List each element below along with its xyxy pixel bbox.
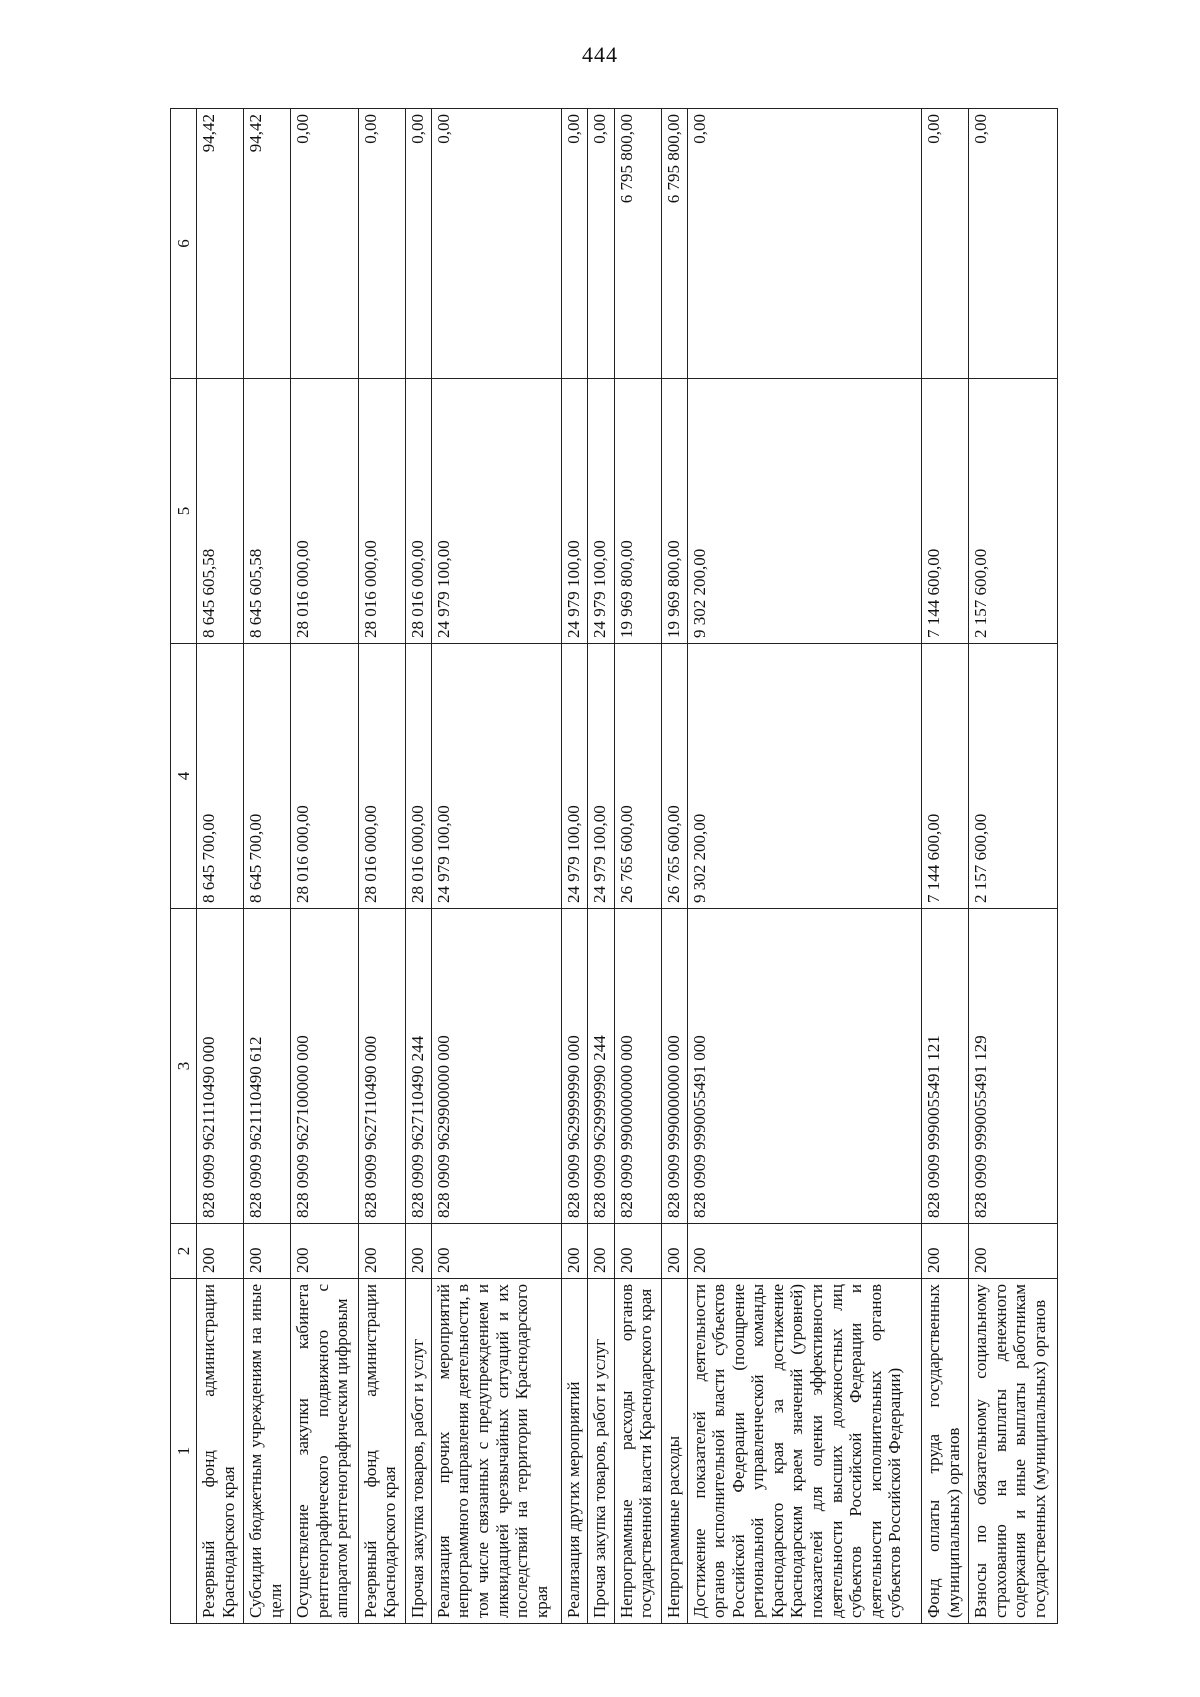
cell-name: Взносы по обязательному социальному страхованию на выплаты денежного содержания и иные выплаты работникам государственных (муниципальных) органов: [969, 1279, 1058, 1624]
cell-c5: 24 979 100,00: [562, 379, 588, 644]
cell-c6: 0,00: [922, 109, 969, 379]
header-col-2: 2: [171, 1224, 197, 1279]
cell-c6: 94,42: [243, 109, 290, 379]
cell-c5: 24 979 100,00: [431, 379, 561, 644]
table-row: [922, 109, 969, 1624]
cell-c4: 26 765 600,00: [661, 644, 687, 909]
cell-c4: 26 765 600,00: [614, 644, 661, 909]
cell-c4: 24 979 100,00: [588, 644, 614, 909]
table-row: [358, 109, 405, 1624]
cell-name: Непрограммные расходы: [661, 1279, 687, 1624]
cell-c2: 200: [358, 1224, 405, 1279]
cell-name: Прочая закупка товаров, работ и услуг: [405, 1279, 431, 1624]
header-col-5: 5: [171, 379, 197, 644]
cell-c4: 28 016 000,00: [290, 644, 358, 909]
cell-c5: 8 645 605,58: [243, 379, 290, 644]
cell-c5: 28 016 000,00: [358, 379, 405, 644]
cell-c2: 200: [588, 1224, 614, 1279]
table-row: [405, 109, 431, 1624]
table-row: [661, 109, 687, 1624]
table-row: [431, 109, 561, 1624]
cell-c2: 200: [290, 1224, 358, 1279]
cell-c5: 2 157 600,00: [969, 379, 1058, 644]
cell-name: Резервный фонд администрации Краснодарского края: [358, 1279, 405, 1624]
cell-c2: 200: [243, 1224, 290, 1279]
table-row: [243, 109, 290, 1624]
cell-c6: 0,00: [687, 109, 922, 379]
cell-c3: 828 0909 9900000000 000: [614, 909, 661, 1224]
cell-c6: 0,00: [290, 109, 358, 379]
header-col-3: 3: [171, 909, 197, 1224]
cell-c5: 9 302 200,00: [687, 379, 922, 644]
cell-c4: 8 645 700,00: [243, 644, 290, 909]
cell-c3: 828 0909 9627100000 000: [290, 909, 358, 1224]
cell-c4: 24 979 100,00: [431, 644, 561, 909]
cell-name: Субсидии бюджетным учреждениям на иные цели: [243, 1279, 290, 1624]
cell-name: Реализация других мероприятий: [562, 1279, 588, 1624]
cell-c3: 828 0909 9629900000 000: [431, 909, 561, 1224]
cell-c2: 200: [197, 1224, 244, 1279]
cell-c2: 200: [687, 1224, 922, 1279]
cell-c3: 828 0909 9990055491 000: [687, 909, 922, 1224]
budget-table: [170, 108, 1058, 1624]
cell-c2: 200: [969, 1224, 1058, 1279]
table-body: [197, 109, 1058, 1624]
cell-c4: 2 157 600,00: [969, 644, 1058, 909]
cell-c3: 828 0909 9621110490 000: [197, 909, 244, 1224]
cell-c3: 828 0909 9990000000 000: [661, 909, 687, 1224]
cell-c2: 200: [562, 1224, 588, 1279]
cell-c4: 9 302 200,00: [687, 644, 922, 909]
cell-c4: 28 016 000,00: [405, 644, 431, 909]
cell-c6: 0,00: [562, 109, 588, 379]
cell-c6: 0,00: [405, 109, 431, 379]
cell-c3: 828 0909 9990055491 129: [969, 909, 1058, 1224]
header-col-6: 6: [171, 109, 197, 379]
cell-c2: 200: [614, 1224, 661, 1279]
cell-c4: 24 979 100,00: [562, 644, 588, 909]
cell-c6: 0,00: [969, 109, 1058, 379]
cell-name: Непрограммные расходы органов государственной власти Краснодарского края: [614, 1279, 661, 1624]
cell-c4: 28 016 000,00: [358, 644, 405, 909]
table-row: [197, 109, 244, 1624]
cell-name: Достижение показателей деятельности органов исполнительной власти субъектов Российской Федерации (поощрение региональной управленческой команды Краснодарского края за достижение Краснодарским краем значений (уровней) показателей для оценки эффективности деятельности высших должностных лиц субъектов Российской Федерации и деятельности исполнительных органов субъектов Российской Федерации): [687, 1279, 922, 1624]
cell-c3: 828 0909 9629999990 244: [588, 909, 614, 1224]
table-row: [588, 109, 614, 1624]
table-row: [562, 109, 588, 1624]
cell-c2: 200: [922, 1224, 969, 1279]
cell-c6: 0,00: [358, 109, 405, 379]
page-number: 444: [582, 42, 618, 67]
cell-c4: 8 645 700,00: [197, 644, 244, 909]
cell-c5: 28 016 000,00: [405, 379, 431, 644]
cell-c5: 28 016 000,00: [290, 379, 358, 644]
cell-c6: 6 795 800,00: [614, 109, 661, 379]
header-col-4: 4: [171, 644, 197, 909]
table-row: [290, 109, 358, 1624]
cell-c3: 828 0909 9621110490 612: [243, 909, 290, 1224]
cell-c5: 19 969 800,00: [614, 379, 661, 644]
cell-c5: 7 144 600,00: [922, 379, 969, 644]
cell-c3: 828 0909 9629999990 000: [562, 909, 588, 1224]
cell-c6: 0,00: [431, 109, 561, 379]
cell-c5: 19 969 800,00: [661, 379, 687, 644]
cell-c3: 828 0909 9627110490 000: [358, 909, 405, 1224]
table-row: [969, 109, 1058, 1624]
cell-name: Прочая закупка товаров, работ и услуг: [588, 1279, 614, 1624]
cell-name: Резервный фонд администрации Краснодарского края: [197, 1279, 244, 1624]
cell-name: Реализация прочих мероприятий непрограммного направления деятельности, в том числе связанных с предупреждением и ликвидацией чрезвычайных ситуаций и их последствий на территории Краснодарского края: [431, 1279, 561, 1624]
cell-c6: 94,42: [197, 109, 244, 379]
table-row: [614, 109, 661, 1624]
rotated-table-container: [170, 109, 1058, 1624]
cell-c5: 8 645 605,58: [197, 379, 244, 644]
cell-c3: 828 0909 9990055491 121: [922, 909, 969, 1224]
cell-c6: 6 795 800,00: [661, 109, 687, 379]
table-header-row: [171, 109, 197, 1624]
cell-name: Фонд оплаты труда государственных (муниципальных) органов: [922, 1279, 969, 1624]
header-col-1: 1: [171, 1279, 197, 1624]
cell-c2: 200: [405, 1224, 431, 1279]
cell-c3: 828 0909 9627110490 244: [405, 909, 431, 1224]
cell-name: Осуществление закупки кабинета рентгенографического подвижного с аппаратом рентгенографическим цифровым: [290, 1279, 358, 1624]
cell-c5: 24 979 100,00: [588, 379, 614, 644]
cell-c4: 7 144 600,00: [922, 644, 969, 909]
table-row: [687, 109, 922, 1624]
cell-c6: 0,00: [588, 109, 614, 379]
cell-c2: 200: [431, 1224, 561, 1279]
cell-c2: 200: [661, 1224, 687, 1279]
